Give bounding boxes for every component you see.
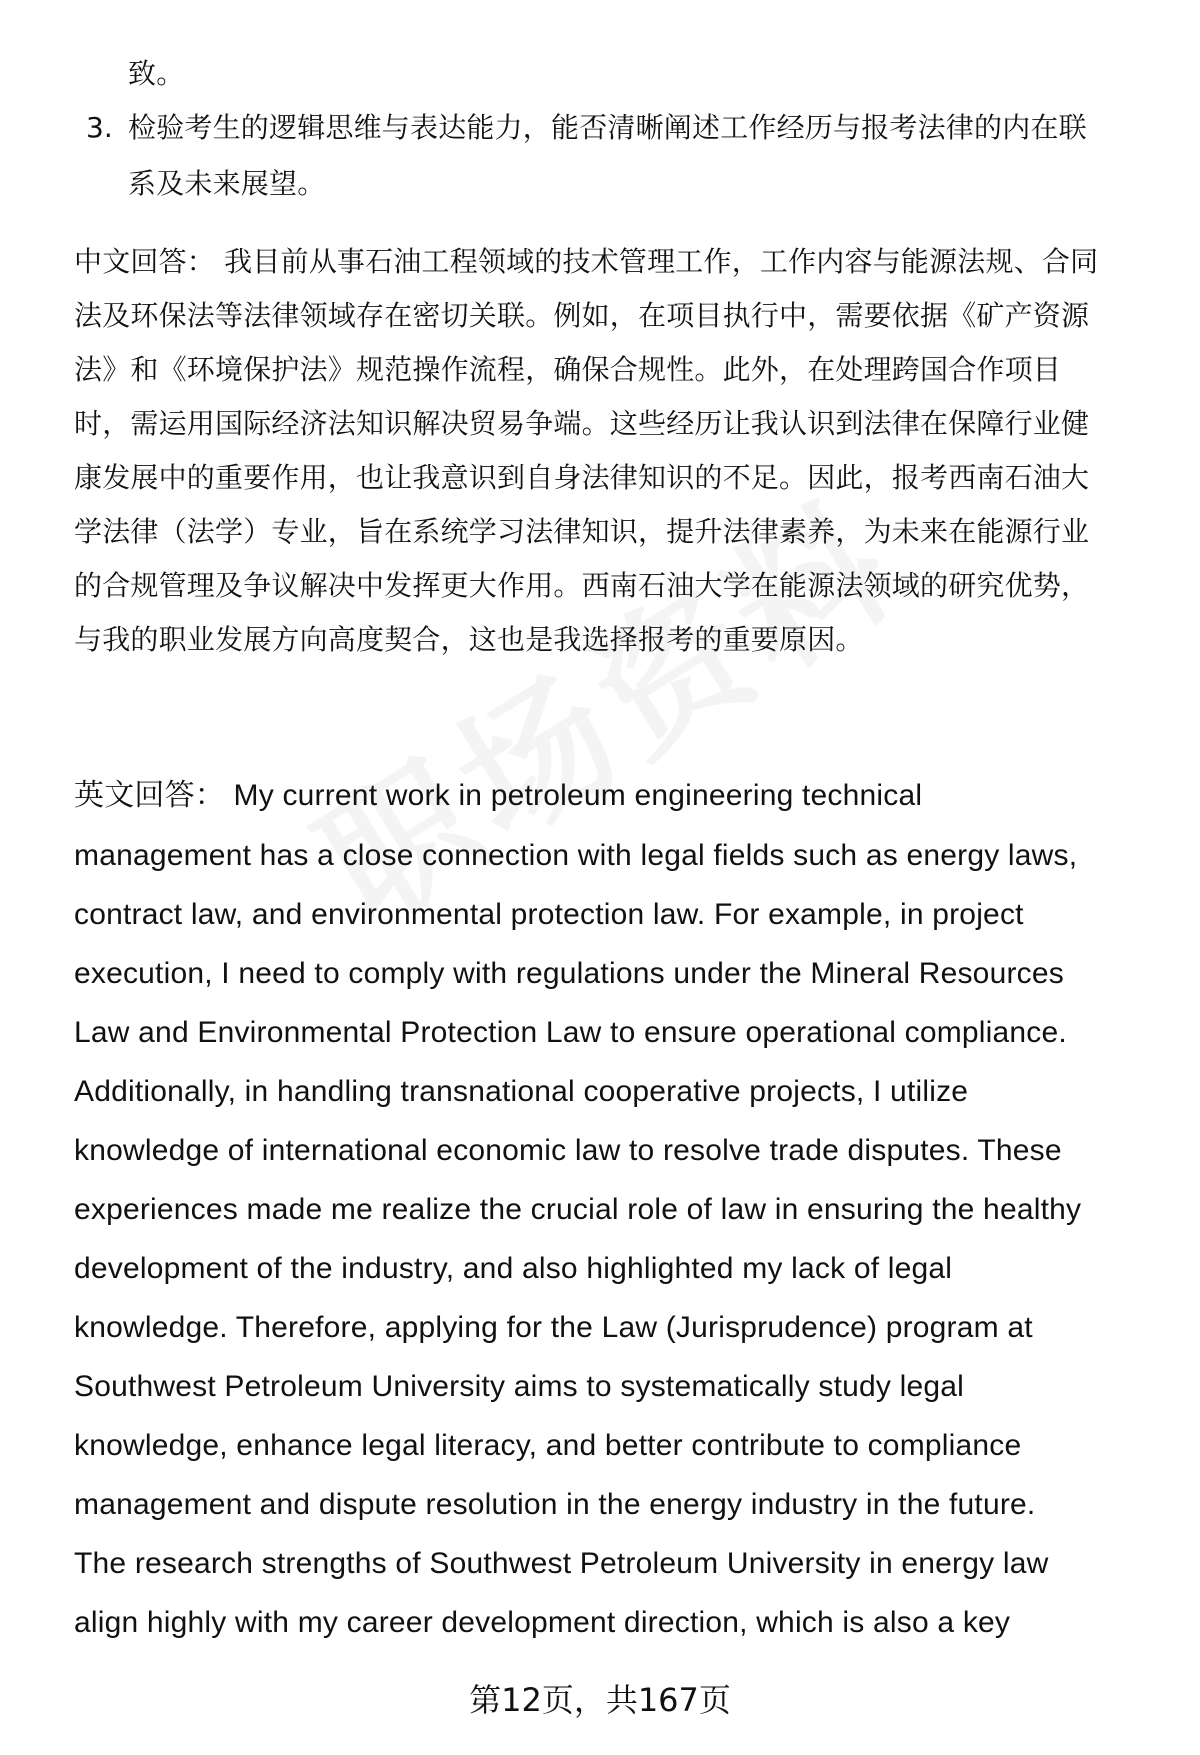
chinese-answer-line-5: 康发展中的重要作用，也让我意识到自身法律知识的不足。因此，报考西南石油大 — [74, 461, 1090, 494]
chinese-answer-line-2: 法及环保法等法律领域存在密切关联。例如，在项目执行中，需要依据《矿产资源 — [74, 299, 1090, 332]
english-answer-line-7: knowledge of international economic law to resolve trade disputes. These — [74, 1134, 1062, 1167]
english-answer-line-13: management and dispute resolution in the energy industry in the future. — [74, 1488, 1036, 1521]
english-answer-line-11: Southwest Petroleum University aims to systematically study legal — [74, 1370, 965, 1403]
chinese-answer-line-6: 学法律（法学）专业，旨在系统学习法律知识，提升法律素养，为未来在能源行业 — [74, 515, 1090, 548]
list-number-3: 3. — [86, 111, 113, 144]
chinese-answer-line-3: 法》和《环境保护法》规范操作流程，确保合规性。此外，在处理跨国合作项目 — [74, 353, 1062, 386]
english-answer-line-2: management has a close connection with legal fields such as energy laws, — [74, 839, 1078, 872]
english-answer-line-5: Law and Environmental Protection Law to ensure operational compliance. — [74, 1016, 1067, 1049]
chinese-answer-line-4: 时，需运用国际经济法知识解决贸易争端。这些经历让我认识到法律在保障行业健 — [74, 407, 1090, 440]
chinese-answer-line-8: 与我的职业发展方向高度契合，这也是我选择报考的重要原因。 — [74, 623, 864, 656]
english-answer-line-14: The research strengths of Southwest Petroleum University in energy law — [74, 1547, 1049, 1580]
english-answer-line-15: align highly with my career development direction, which is also a key — [74, 1606, 1011, 1639]
english-answer-line-10: knowledge. Therefore, applying for the Law (Jurisprudence) program at — [74, 1311, 1033, 1344]
chinese-answer-line-1: 中文回答： 我目前从事石油工程领域的技术管理工作，工作内容与能源法规、合同 — [74, 245, 1099, 278]
english-answer-line-12: knowledge, enhance legal literacy, and better contribute to compliance — [74, 1429, 1022, 1462]
english-answer-line-8: experiences made me realize the crucial role of law in ensuring the healthy — [74, 1193, 1082, 1226]
list-item-3-line-2: 系及未来展望。 — [128, 167, 326, 200]
english-answer-line-9: development of the industry, and also highlighted my lack of legal — [74, 1252, 953, 1285]
english-answer-line-1: 英文回答： My current work in petroleum engineering technical — [74, 779, 923, 812]
top-fragment: 致。 — [128, 57, 185, 90]
english-answer-line-4: execution, I need to comply with regulations under the Mineral Resources — [74, 957, 1064, 990]
list-item-3-line-1: 检验考生的逻辑思维与表达能力，能否清晰阐述工作经历与报考法律的内在联 — [128, 111, 1087, 144]
english-answer-line-3: contract law, and environmental protection law. For example, in project — [74, 898, 1024, 931]
english-answer-line-6: Additionally, in handling transnational cooperative projects, I utilize — [74, 1075, 969, 1108]
page-number-footer: 第12页，共167页 — [469, 1681, 731, 1719]
chinese-answer-line-7: 的合规管理及争议解决中发挥更大作用。西南石油大学在能源法领域的研究优势， — [74, 569, 1090, 602]
